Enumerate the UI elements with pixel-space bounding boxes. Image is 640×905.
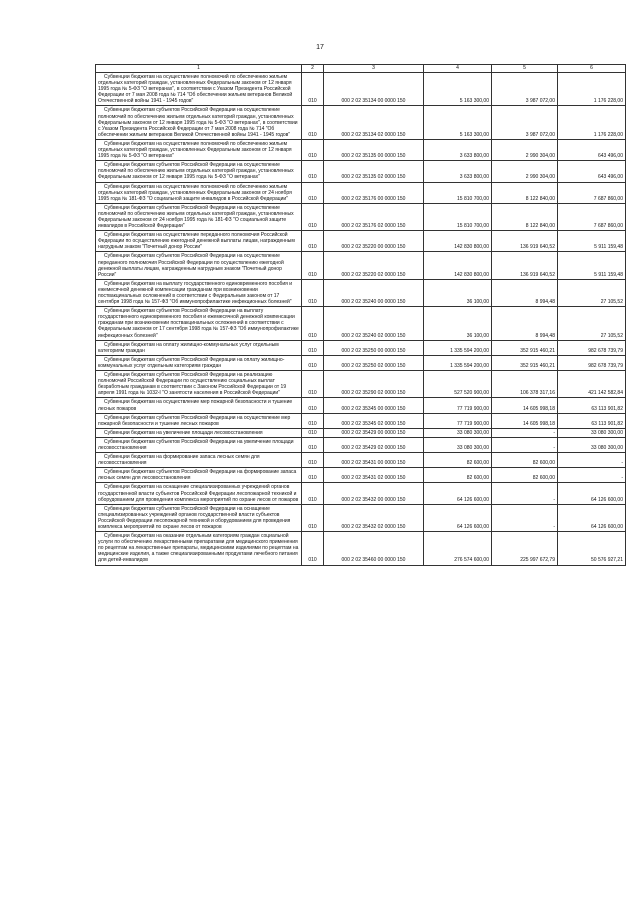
row-value-executed: -	[492, 428, 558, 437]
row-value-approved: 3 633 800,00	[424, 139, 492, 160]
row-value-remaining: 64 126 600,00	[558, 483, 626, 504]
row-code: 010	[302, 371, 324, 398]
row-description: Субвенции бюджетам субъектов Российской Федерации на осуществление полномочий по обеспечению жильем отдельных категорий граждан, установленных Федеральным законом от 24 ноября 1995 года № 181-ФЗ "О социальной защите инвалидов в Российской Федерации"	[96, 203, 302, 230]
row-value-approved: 64 126 600,00	[424, 504, 492, 531]
row-budget-code: 000 2 02 35345 02 0000 150	[324, 413, 424, 428]
table-row	[96, 504, 626, 531]
table-row	[96, 252, 626, 279]
row-value-executed: 82 600,00	[492, 453, 558, 468]
header-row	[96, 65, 626, 73]
column-header: 6	[558, 65, 626, 73]
row-value-remaining: 33 080 300,00	[558, 428, 626, 437]
row-value-approved: 3 633 800,00	[424, 161, 492, 182]
row-value-executed: 136 919 640,52	[492, 252, 558, 279]
table-row	[96, 398, 626, 413]
row-value-remaining: 643 496,00	[558, 139, 626, 160]
row-description: Субвенции бюджетам на выплату государственного единовременного пособия и ежемесячной денежной компенсации гражданам при возникновении поствакцинальных осложнений в соответствии с Федеральным законом от 17 сентября 1998 года № 157-ФЗ "Об иммунопрофилактике инфекционных болезней"	[96, 279, 302, 306]
row-value-remaining: 33 080 300,00	[558, 437, 626, 452]
row-value-approved: 276 574 600,00	[424, 532, 492, 565]
row-description: Субвенции бюджетам субъектов Российской Федерации на формирование запаса лесных семян для лесовосстановления	[96, 468, 302, 483]
row-code: 010	[302, 161, 324, 182]
row-value-approved: 82 600,00	[424, 468, 492, 483]
row-budget-code: 000 2 02 35250 00 0000 150	[324, 340, 424, 355]
row-value-executed: 225 997 672,79	[492, 532, 558, 565]
row-value-approved: 527 520 900,00	[424, 371, 492, 398]
row-value-remaining: 7 687 860,00	[558, 182, 626, 203]
column-header: 4	[424, 65, 492, 73]
row-code: 010	[302, 139, 324, 160]
row-budget-code: 000 2 02 35429 02 0000 150	[324, 437, 424, 452]
row-value-remaining: -	[558, 468, 626, 483]
row-budget-code: 000 2 02 35460 00 0000 150	[324, 532, 424, 565]
row-value-executed: 2 990 304,00	[492, 139, 558, 160]
table-row	[96, 231, 626, 252]
row-value-approved: 33 080 300,00	[424, 428, 492, 437]
table-row	[96, 413, 626, 428]
row-value-approved: 64 126 600,00	[424, 483, 492, 504]
column-header: 5	[492, 65, 558, 73]
row-value-executed: -	[492, 483, 558, 504]
table-row	[96, 182, 626, 203]
row-value-executed: 136 919 640,52	[492, 231, 558, 252]
row-value-remaining: 50 576 927,21	[558, 532, 626, 565]
row-value-remaining: 63 113 901,82	[558, 398, 626, 413]
row-value-remaining: -	[558, 453, 626, 468]
row-value-remaining: 421 142 582,84	[558, 371, 626, 398]
row-budget-code: 000 2 02 35240 02 0000 150	[324, 307, 424, 340]
table-row	[96, 355, 626, 370]
row-value-remaining: 643 496,00	[558, 161, 626, 182]
row-value-approved: 1 335 594 200,00	[424, 355, 492, 370]
row-code: 010	[302, 504, 324, 531]
row-value-remaining: 27 105,52	[558, 307, 626, 340]
column-header: 2	[302, 65, 324, 73]
row-description: Субвенции бюджетам субъектов Российской Федерации на осуществление мер пожарной безопасности и тушение лесных пожаров	[96, 413, 302, 428]
row-code: 010	[302, 106, 324, 139]
row-value-executed: 352 915 460,21	[492, 340, 558, 355]
table-row	[96, 428, 626, 437]
row-budget-code: 000 2 02 35135 00 0000 150	[324, 139, 424, 160]
table-body	[96, 73, 626, 566]
row-value-executed: 8 994,48	[492, 279, 558, 306]
row-code: 010	[302, 483, 324, 504]
row-value-remaining: 1 176 228,00	[558, 73, 626, 106]
row-value-executed: 82 600,00	[492, 468, 558, 483]
table-row	[96, 437, 626, 452]
table-row	[96, 279, 626, 306]
row-code: 010	[302, 413, 324, 428]
row-description: Субвенции бюджетам субъектов Российской Федерации на оплату жилищно-коммунальных услуг отдельным категориям граждан	[96, 355, 302, 370]
table-row	[96, 532, 626, 565]
row-value-executed: 3 987 072,00	[492, 106, 558, 139]
table-row	[96, 483, 626, 504]
row-code: 010	[302, 252, 324, 279]
row-description: Субвенции бюджетам на осуществление полномочий по обеспечению жильем отдельных категорий граждан, установленных Федеральным законом от 24 ноября 1995 года № 181-ФЗ "О социальной защите инвалидов в Российской Федерации"	[96, 182, 302, 203]
row-value-remaining: 982 678 739,79	[558, 340, 626, 355]
row-budget-code: 000 2 02 35431 00 0000 150	[324, 453, 424, 468]
table-row	[96, 340, 626, 355]
table-row	[96, 371, 626, 398]
row-value-approved: 77 719 900,00	[424, 413, 492, 428]
row-description: Субвенции бюджетам на осуществление полномочий по обеспечению жильем отдельных категорий граждан, установленных Федеральным законом от 12 января 1995 года № 5-ФЗ "О ветеранах", в соответствии с Указом Президента Российской Федерации от 7 мая 2008 года № 714 "Об обеспечении жильем ветеранов Великой Отечественной войны 1941 - 1945 годов"	[96, 73, 302, 106]
row-description: Субвенции бюджетам на формирование запаса лесных семян для лесовосстановления	[96, 453, 302, 468]
column-header: 3	[324, 65, 424, 73]
row-value-remaining: 1 176 228,00	[558, 106, 626, 139]
table-row	[96, 139, 626, 160]
row-value-approved: 142 830 800,00	[424, 231, 492, 252]
row-value-approved: 36 100,00	[424, 279, 492, 306]
row-value-executed: 2 990 304,00	[492, 161, 558, 182]
row-code: 010	[302, 453, 324, 468]
row-value-approved: 36 100,00	[424, 307, 492, 340]
row-code: 010	[302, 398, 324, 413]
row-value-remaining: 7 687 860,00	[558, 203, 626, 230]
table-row	[96, 161, 626, 182]
row-code: 010	[302, 73, 324, 106]
row-value-remaining: 63 113 901,82	[558, 413, 626, 428]
row-budget-code: 000 2 02 35220 02 0000 150	[324, 252, 424, 279]
row-value-approved: 77 719 900,00	[424, 398, 492, 413]
row-description: Субвенции бюджетам субъектов Российской Федерации на осуществление полномочий по обеспечению жильем отдельных категорий граждан, установленных Федеральным законом от 12 января 1995 года № 5-ФЗ "О ветеранах"	[96, 161, 302, 182]
row-code: 010	[302, 468, 324, 483]
row-description: Субвенции бюджетам на оказание отдельным категориям граждан социальной услуги по обеспечению лекарственными препаратами для медицинского применения по рецептам на лекарственные препараты, медицинскими изделиями по рецептам на медицинские изделия, а также специализированными продуктами лечебного питания для детей-инвалидов	[96, 532, 302, 565]
row-budget-code: 000 2 02 35290 02 0000 150	[324, 371, 424, 398]
row-code: 010	[302, 437, 324, 452]
row-code: 010	[302, 231, 324, 252]
row-code: 010	[302, 279, 324, 306]
row-budget-code: 000 2 02 35240 00 0000 150	[324, 279, 424, 306]
column-header: 1	[96, 65, 302, 73]
row-value-approved: 142 830 800,00	[424, 252, 492, 279]
row-value-approved: 82 600,00	[424, 453, 492, 468]
row-value-approved: 15 810 700,00	[424, 203, 492, 230]
row-code: 010	[302, 532, 324, 565]
row-code: 010	[302, 340, 324, 355]
row-value-approved: 5 163 300,00	[424, 73, 492, 106]
row-budget-code: 000 2 02 35432 02 0000 150	[324, 504, 424, 531]
table-row	[96, 468, 626, 483]
row-code: 010	[302, 428, 324, 437]
row-value-approved: 5 163 300,00	[424, 106, 492, 139]
row-description: Субвенции бюджетам на осуществление переданного полномочия Российской Федерации по осуществлению ежегодной денежной выплаты лицам, награжденным нагрудным знаком "Почетный донор России"	[96, 231, 302, 252]
row-description: Субвенции бюджетам на осуществление полномочий по обеспечению жильем отдельных категорий граждан, установленных Федеральным законом от 12 января 1995 года № 5-ФЗ "О ветеранах"	[96, 139, 302, 160]
row-budget-code: 000 2 02 35135 02 0000 150	[324, 161, 424, 182]
table-row	[96, 203, 626, 230]
row-code: 010	[302, 182, 324, 203]
row-value-remaining: 982 678 739,79	[558, 355, 626, 370]
row-value-executed: 14 605 998,18	[492, 398, 558, 413]
table-row	[96, 453, 626, 468]
row-description: Субвенции бюджетам субъектов Российской Федерации на реализацию полномочий Российской Федерации по осуществлению социальных выплат безработным гражданам в соответствии с Законом Российской Федерации от 19 апреля 1991 года № 1032-I "О занятости населения в Российской Федерации"	[96, 371, 302, 398]
row-value-remaining: 27 105,52	[558, 279, 626, 306]
row-value-executed: 3 987 072,00	[492, 73, 558, 106]
row-budget-code: 000 2 02 35176 02 0000 150	[324, 203, 424, 230]
row-value-executed: -	[492, 504, 558, 531]
row-description: Субвенции бюджетам на осуществление мер пожарной безопасности и тушение лесных пожаров	[96, 398, 302, 413]
row-value-remaining: 5 911 159,48	[558, 252, 626, 279]
row-budget-code: 000 2 02 35220 00 0000 150	[324, 231, 424, 252]
row-description: Субвенции бюджетам субъектов Российской Федерации на осуществление переданного полномочия Российской Федерации по осуществлению ежегодной денежной выплаты лицам, награжденным нагрудным знаком "Почетный донор России"	[96, 252, 302, 279]
row-value-executed: 106 378 317,16	[492, 371, 558, 398]
row-description: Субвенции бюджетам на оплату жилищно-коммунальных услуг отдельным категориям граждан	[96, 340, 302, 355]
row-value-executed: 8 122 840,00	[492, 182, 558, 203]
row-budget-code: 000 2 02 35429 00 0000 150	[324, 428, 424, 437]
row-value-remaining: 5 911 159,48	[558, 231, 626, 252]
row-budget-code: 000 2 02 35431 02 0000 150	[324, 468, 424, 483]
row-value-remaining: 64 126 600,00	[558, 504, 626, 531]
row-value-executed: 14 605 998,18	[492, 413, 558, 428]
row-value-executed: 8 122 840,00	[492, 203, 558, 230]
table-row	[96, 106, 626, 139]
row-description: Субвенции бюджетам субъектов Российской Федерации на увеличение площади лесовосстановления	[96, 437, 302, 452]
row-value-approved: 33 080 300,00	[424, 437, 492, 452]
row-code: 010	[302, 203, 324, 230]
row-value-executed: 8 994,48	[492, 307, 558, 340]
row-code: 010	[302, 307, 324, 340]
row-budget-code: 000 2 02 35345 00 0000 150	[324, 398, 424, 413]
row-value-executed: 352 915 460,21	[492, 355, 558, 370]
row-description: Субвенции бюджетам на оснащение специализированных учреждений органов государственной власти субъектов Российской Федерации лесопожарной техникой и оборудованием для проведения комплекса мероприятий по охране лесов от пожаров	[96, 483, 302, 504]
budget-table	[95, 64, 626, 566]
row-description: Субвенции бюджетам на увеличение площади лесовосстановления	[96, 428, 302, 437]
row-value-approved: 1 335 594 200,00	[424, 340, 492, 355]
row-budget-code: 000 2 02 35134 00 0000 150	[324, 73, 424, 106]
row-code: 010	[302, 355, 324, 370]
row-budget-code: 000 2 02 35250 02 0000 150	[324, 355, 424, 370]
table-row	[96, 307, 626, 340]
table-row	[96, 73, 626, 106]
row-budget-code: 000 2 02 35176 00 0000 150	[324, 182, 424, 203]
page-number: 17	[316, 44, 324, 51]
row-budget-code: 000 2 02 35134 02 0000 150	[324, 106, 424, 139]
row-description: Субвенции бюджетам субъектов Российской Федерации на выплату государственного единовременного пособия и ежемесячной денежной компенсации гражданам при возникновении поствакцинальных осложнений в соответствии с Федеральным законом от 17 сентября 1998 года № 157-ФЗ "Об иммунопрофилактике инфекционных болезней"	[96, 307, 302, 340]
row-value-approved: 15 810 700,00	[424, 182, 492, 203]
row-description: Субвенции бюджетам субъектов Российской Федерации на осуществление полномочий по обеспечению жильем отдельных категорий граждан, установленных Федеральным законом от 12 января 1995 года № 5-ФЗ "О ветеранах", в соответствии с Указом Президента Российской Федерации от 7 мая 2008 года № 714 "Об обеспечении жильем ветеранов Великой Отечественной войны 1941 - 1945 годов"	[96, 106, 302, 139]
row-budget-code: 000 2 02 35432 00 0000 150	[324, 483, 424, 504]
row-description: Субвенции бюджетам субъектов Российской Федерации на оснащение специализированных учреждений органов государственной власти субъектов Российской Федерации лесопожарной техникой и оборудованием для проведения комплекса мероприятий по охране лесов от пожаров	[96, 504, 302, 531]
row-value-executed: -	[492, 437, 558, 452]
